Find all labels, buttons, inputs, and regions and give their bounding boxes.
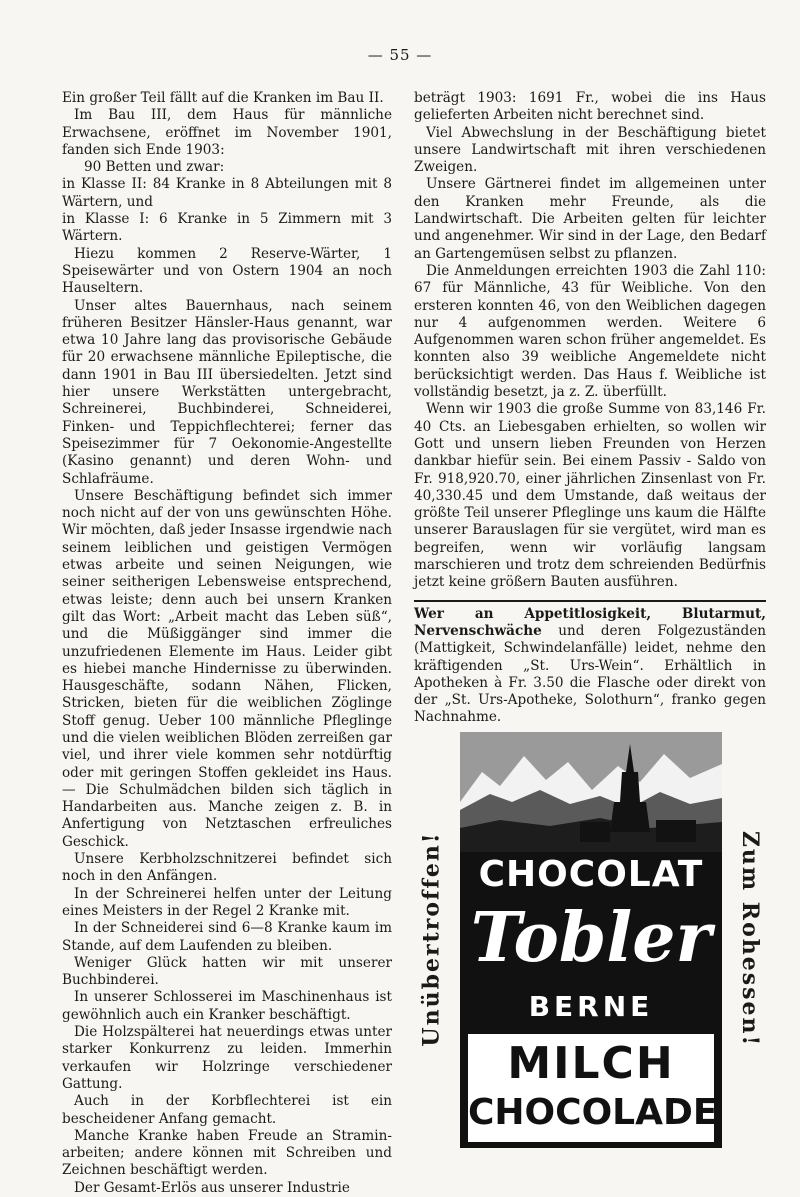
brand-chocolat: CHOCOLAT (478, 854, 704, 895)
paragraph: Manche Kranke haben Freude an Stramin-arbeiten; andere können mit Schreiben und Zeichnen beschäftigt werden. (62, 1127, 392, 1179)
paragraph: In unserer Schlosserei im Maschinenhaus ist gewöhnlich auch ein Kranker beschäftigt. (62, 989, 392, 1023)
paragraph: Der Gesamt-Erlös aus unserer Industrie (74, 1179, 350, 1196)
paragraph: Unser altes Bauernhaus, nach seinem früheren Besitzer Hänsler-Haus genannt, war etwa 10 Jahre lang das provisorische Gebäude für 20 erwachsene männliche Epileptische, die dann 1901 in Bau III übersiedelten. Jetzt sind hier unsere Werkstätten untergebracht, Schreinerei, Buchbinderei, Schneiderei, Finken- und Teppichflechterei; ferner das Speisezimmer für 7 Oekonomie-Angestellte (Kasino genannt) und deren Wohn- und Schlafräume. (62, 297, 392, 487)
brand-chocolade: CHOCOLADE (468, 1092, 718, 1133)
paragraph: Die Holzspälterei hat neuerdings etwas unter starker Konkurrenz zu leiden. Immerhin verkaufen wir Holzringe verschiedener Gattung. (62, 1024, 392, 1092)
brand-tobler-logo: Tobler (470, 898, 712, 978)
left-column (62, 90, 392, 1197)
paragraph: Im Bau III, dem Haus für männliche Erwachsene, eröffnet im November 1901, fanden sich Ende 1903: (62, 107, 392, 158)
paragraph: beträgt 1903: 1691 Fr., wobei die ins Haus gelieferten Arbeiten nicht berechnet sind. (414, 90, 766, 124)
paragraph: Auch in der Korbflechterei ist ein bescheidener Anfang gemacht. (62, 1093, 392, 1127)
paragraph: in Klasse I: 6 Kranke in 5 Zimmern mit 3 Wärtern. (62, 211, 392, 245)
ad-lead: Wer an Appetitlosigkeit, Blutarmut, Nervenschwäche (414, 605, 766, 639)
paragraph: Die Anmeldungen erreichten 1903 die Zahl 110: 67 für Männliche, 43 für Weibliche. Von den ersteren konnten 46, von den Weiblichen dagegen nur 4 aufgenommen werden. Weitere 6 Aufgenommen waren schon früher angemeldet. Es konnten also 39 weibliche Angemeldete nicht berücksichtigt werden. Das Haus f. Weibliche ist vollständig besetzt, ja z. Z. überfüllt. (414, 262, 766, 401)
paragraph: 90 Betten und zwar: (84, 159, 225, 176)
paragraph: in Klasse II: 84 Kranke in 8 Abteilungen mit 8 Wärtern, und (62, 176, 392, 210)
paragraph: In der Schreinerei helfen unter der Leitung eines Meisters in der Regel 2 Kranke mit. (62, 885, 392, 919)
paragraph: Unsere Gärtnerei findet im allgemeinen unter den Kranken mehr Freunde, als die Landwirtschaft. Die Arbeiten gelten für leichter und angenehmer. Wir sind in der Lage, den Bedarf an Gartengemüsen selbst zu pflanzen. (414, 176, 766, 262)
brand-milch: MILCH (507, 1038, 675, 1089)
right-column (414, 90, 766, 727)
side-slogan-left: Unübertroffen! (419, 831, 445, 1047)
paragraph: In der Schneiderei sind 6—8 Kranke kaum im Stande, auf dem Laufenden zu bleiben. (62, 920, 392, 954)
advertisement-text (414, 600, 766, 727)
brand-box (468, 1034, 718, 1142)
page-number: — 55 — (367, 46, 433, 64)
paragraph: Viel Abwechslung in der Beschäftigung bietet unsere Landwirtschaft mit ihren verschiedenen Zweigen. (414, 124, 766, 176)
paragraph: Wenn wir 1903 die große Summe von 83,146 Fr. 40 Cts. an Liebesgaben erhielten, so wollen wir Gott und unsern lieben Freunden von Herzen dankbar hiefür sein. Bei einem Passiv - Saldo von Fr. 918,920.70, einer jährlichen Zinsenlast von Fr. 40,330.45 und dem Umstande, daß weitaus der größte Teil unserer Pfleglinge uns kaum die Hälfte unserer Barauslagen für sie vergütet, wird man es begreifen, wenn wir vorläufig langsam marschieren und trotz dem schreienden Bedürfnis jetzt keine größern Bauten ausführen. (414, 401, 766, 591)
paragraph: Ein großer Teil fällt auf die Kranken im Bau II. (62, 90, 384, 106)
tobler-advertisement (416, 724, 766, 1154)
paragraph: Weniger Glück hatten wir mit unserer Buchbinderei. (62, 954, 392, 989)
paragraph: Unsere Kerbholzschnitzerei befindet sich noch in den Anfängen. (62, 851, 392, 885)
paragraph: Hiezu kommen 2 Reserve-Wärter, 1 Speisewärter und von Ostern 1904 an noch Hauseltern. (62, 245, 392, 297)
ad-body: und deren Folgezuständen (Mattigkeit, Schwindelanfälle) leidet, nehme den kräftigenden „St. Urs-Wein“. Erhältlich in Apotheken à Fr. 3.50 die Flasche oder direkt von der „St. Urs-Apotheke, Solothurn“, franko gegen Nachnahme. (414, 622, 766, 726)
side-slogan-right: Zum Rohessen! (737, 830, 763, 1048)
brand-city: BERNE (528, 990, 654, 1023)
mountain-city-illustration (460, 732, 722, 852)
paragraph: Unsere Beschäftigung befindet sich immer noch nicht auf der von uns gewünschten Höhe. Wir möchten, daß jeder Insasse irgendwie nach seinem leiblichen und geistigen Vermögen etwas arbeite und seinen Neigungen, wie seiner seitherigen Lebensweise entsprechend, etwas leiste; denn auch bei unsern Kranken gilt das Wort: „Arbeit macht das Leben süß“, und die Müßiggänger sind immer die unzufriedenen Elemente im Haus. Leider gibt es hiebei manche Hindernisse zu überwinden. Hausgeschäfte, sodann Nähen, Flicken, Stricken, bieten für die weiblichen Zöglinge Stoff genug. Ueber 100 männliche Pfleglinge und die vielen weiblichen Blöden zerreißen gar viel, und ihrer viele kommen sehr notdürftig oder mit geringen Stoffen gekleidet ins Haus. — Die Schulmädchen bilden sich täglich in Handarbeiten aus. Manche zeigen z. B. in Anfertigung von Netztaschen erfreuliches Geschick. (62, 487, 392, 850)
ad-panel (460, 732, 722, 1148)
